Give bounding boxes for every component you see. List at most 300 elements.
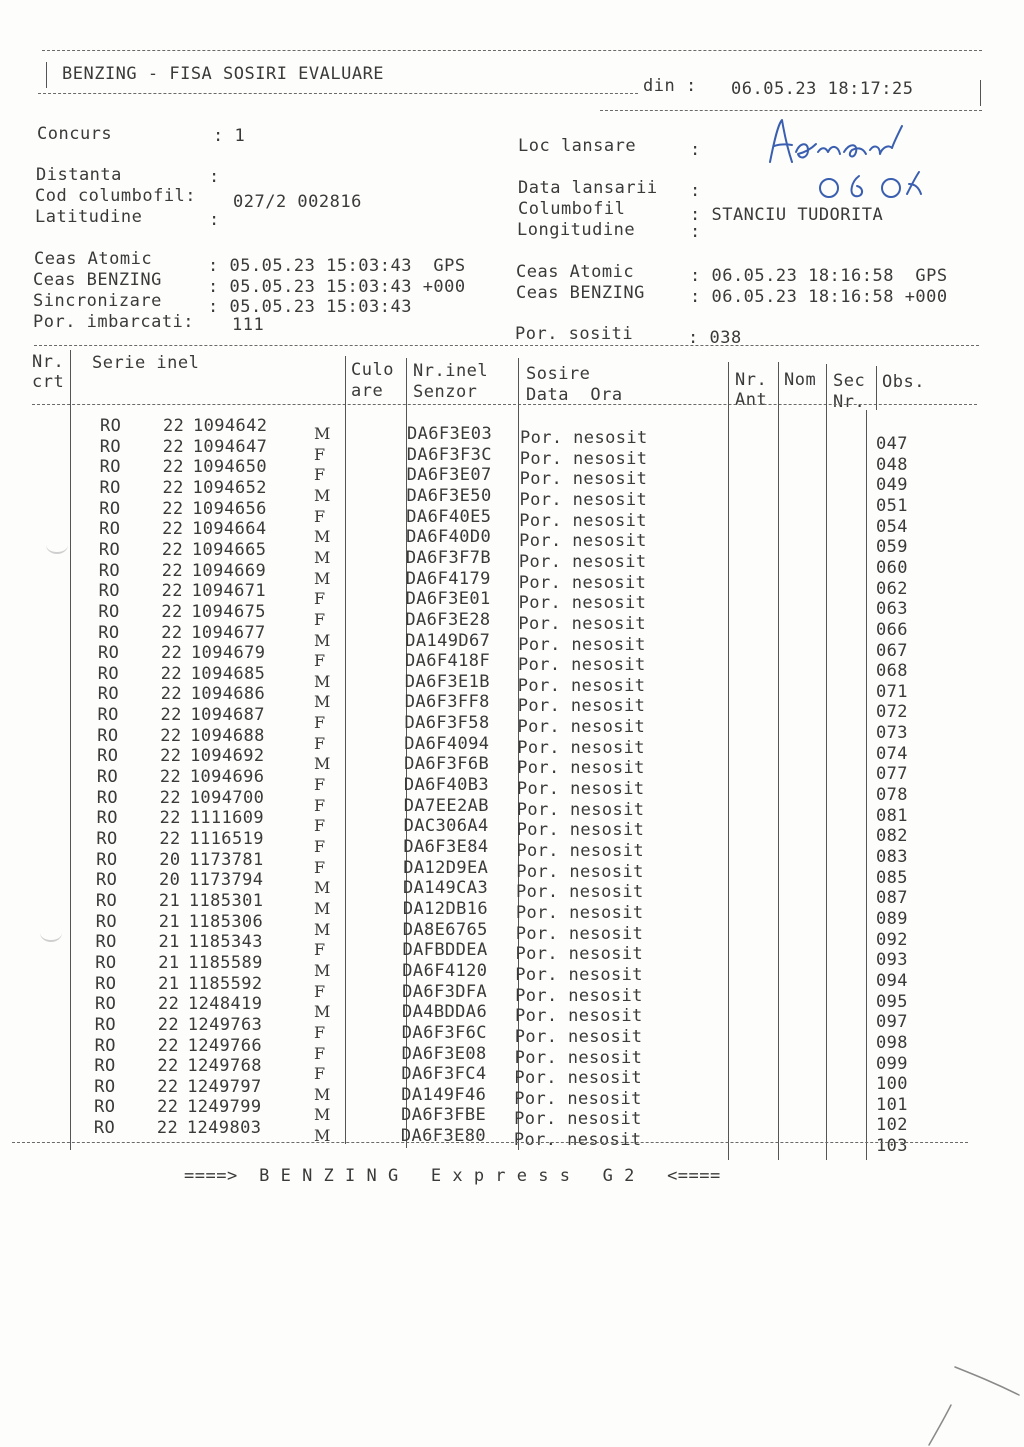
table-head-top-border bbox=[34, 345, 979, 346]
ring-year: 22 bbox=[161, 581, 183, 602]
ring-number: 1094669 bbox=[191, 560, 267, 581]
col-serie-inel: Serie inel bbox=[92, 353, 200, 373]
ring-year: 22 bbox=[160, 725, 182, 746]
ring-year: 22 bbox=[160, 705, 182, 726]
ring-year: 22 bbox=[162, 436, 185, 457]
ring-number: 1094687 bbox=[190, 705, 265, 726]
ring-year: 21 bbox=[158, 973, 180, 994]
observation: 092 bbox=[876, 929, 908, 950]
sensor-ring: DA149F46 bbox=[401, 1084, 487, 1105]
report-title: BENZING - FISA SOSIRI EVALUARE bbox=[62, 64, 385, 84]
ring-year: 22 bbox=[162, 498, 184, 519]
sex: M bbox=[314, 878, 331, 898]
ring-year: 22 bbox=[159, 808, 181, 829]
sex: M bbox=[314, 692, 331, 712]
sensor-ring: DA6F3E07 bbox=[406, 465, 492, 486]
punch-hole-top bbox=[46, 536, 68, 554]
ring-number: 1094650 bbox=[192, 457, 268, 478]
sex: F bbox=[314, 589, 326, 609]
punch-hole-bottom bbox=[40, 924, 62, 942]
ring-number: 1173781 bbox=[189, 849, 264, 870]
sensor-ring: DA6F3E01 bbox=[405, 589, 491, 610]
sensor-ring: DA4BDDA6 bbox=[402, 1002, 488, 1023]
distanta-label: Distanta bbox=[36, 165, 122, 185]
arrival-status: Por. nesosit bbox=[514, 1088, 642, 1109]
ring-year: 22 bbox=[157, 1097, 179, 1118]
ring-country: RO bbox=[94, 1076, 116, 1097]
loc-lansare-colon: : bbox=[690, 140, 701, 160]
ring-country: RO bbox=[99, 519, 121, 540]
sex: M bbox=[314, 898, 331, 918]
sensor-ring: DA6F3F7B bbox=[405, 547, 491, 568]
sex: M bbox=[314, 1105, 331, 1125]
longitudine-label: Longitudine bbox=[517, 220, 636, 240]
ring-country: RO bbox=[97, 746, 119, 767]
sex: F bbox=[314, 506, 326, 526]
sep-sec bbox=[876, 366, 877, 410]
arrival-status: Por. nesosit bbox=[519, 510, 647, 531]
arrival-status: Por. nesosit bbox=[516, 861, 644, 882]
left-atomic-label: Ceas Atomic bbox=[34, 249, 153, 269]
arrival-status: Por. nesosit bbox=[516, 779, 645, 800]
left-benzing-label: Ceas BENZING bbox=[33, 270, 162, 290]
observation: 099 bbox=[876, 1053, 908, 1074]
col-nr-crt-2: crt bbox=[32, 372, 65, 392]
right-benzing-value: : 06.05.23 18:16:58 +000 bbox=[690, 287, 948, 307]
arrival-status: Por. nesosit bbox=[515, 964, 643, 985]
sensor-ring: DA6F3E84 bbox=[403, 837, 489, 857]
sensor-ring: DA7EE2AB bbox=[403, 795, 489, 816]
ring-number: 1248419 bbox=[188, 994, 263, 1015]
cod-columbofil-label: Cod columbofil: bbox=[35, 186, 197, 206]
ring-year: 22 bbox=[157, 1056, 179, 1077]
ring-year: 22 bbox=[157, 1076, 179, 1097]
ring-year: 22 bbox=[159, 767, 182, 788]
ring-country: RO bbox=[98, 622, 120, 643]
observation: 081 bbox=[876, 805, 908, 826]
observation: 072 bbox=[876, 702, 908, 723]
col-obs: Obs. bbox=[882, 372, 925, 392]
sex: M bbox=[314, 960, 331, 980]
sensor-ring: DAC306A4 bbox=[403, 816, 489, 837]
sensor-ring: DA149CA3 bbox=[403, 878, 489, 899]
ring-country: RO bbox=[98, 581, 120, 602]
observation: 054 bbox=[876, 516, 908, 537]
ring-number: 1094652 bbox=[192, 477, 267, 498]
ring-year: 22 bbox=[161, 539, 184, 560]
ring-year: 22 bbox=[160, 746, 182, 767]
cod-columbofil-value: 027/2 002816 bbox=[233, 192, 362, 212]
ring-country: RO bbox=[97, 684, 119, 705]
col-sec-2: Nr. bbox=[833, 392, 866, 412]
ring-number: 1249766 bbox=[187, 1035, 263, 1056]
ring-year: 22 bbox=[161, 601, 183, 622]
arrival-status: Por. nesosit bbox=[517, 758, 645, 779]
ring-number: 1185306 bbox=[188, 911, 264, 932]
header-left-edge bbox=[46, 62, 47, 88]
sensor-ring: DA6F40E5 bbox=[406, 506, 492, 527]
imbarcati-label: Por. imbarcati: bbox=[33, 312, 195, 332]
sex: F bbox=[314, 713, 326, 733]
observation: 066 bbox=[876, 619, 908, 640]
sensor-ring: DA6F3DFA bbox=[402, 981, 488, 1002]
col-nr-ant-1: Nr. bbox=[735, 370, 768, 390]
ring-year: 22 bbox=[162, 519, 184, 540]
observation: 095 bbox=[876, 991, 908, 1012]
arrival-status: Por. nesosit bbox=[516, 820, 645, 841]
ring-country: RO bbox=[99, 477, 121, 498]
ring-number: 1094675 bbox=[191, 601, 266, 622]
sex: F bbox=[314, 775, 326, 795]
latitudine-label: Latitudine bbox=[35, 207, 143, 227]
arrival-status: Por. nesosit bbox=[517, 675, 646, 696]
sensor-ring: DA6F3E50 bbox=[406, 485, 492, 506]
sensor-ring: DA6F3FBE bbox=[401, 1105, 487, 1126]
arrival-status: Por. nesosit bbox=[518, 593, 647, 614]
arrival-status: Por. nesosit bbox=[520, 428, 648, 448]
ring-country: RO bbox=[94, 1035, 116, 1056]
left-atomic-value: : 05.05.23 15:03:43 GPS bbox=[208, 256, 466, 276]
distanta-colon: : bbox=[209, 167, 220, 187]
ring-number: 1249797 bbox=[187, 1076, 262, 1097]
arrival-status: Por. nesosit bbox=[519, 489, 648, 510]
ring-country: RO bbox=[95, 911, 117, 932]
right-atomic-value: : 06.05.23 18:16:58 GPS bbox=[690, 266, 948, 286]
ring-number: 1094679 bbox=[191, 643, 266, 664]
sex: F bbox=[314, 816, 326, 836]
observation: 100 bbox=[876, 1074, 908, 1095]
sex: M bbox=[314, 485, 331, 505]
sex: M bbox=[314, 1084, 331, 1104]
table-row bbox=[0, 1118, 1024, 1157]
header-right-edge bbox=[980, 80, 981, 106]
observation: 083 bbox=[876, 847, 908, 867]
ring-country: RO bbox=[99, 498, 121, 519]
sex: M bbox=[314, 1002, 331, 1022]
sex: M bbox=[314, 671, 331, 691]
ring-number: 1094656 bbox=[192, 498, 267, 519]
observation: 068 bbox=[876, 661, 908, 682]
sex: F bbox=[314, 837, 326, 856]
ring-number: 1094664 bbox=[192, 519, 267, 540]
ring-number: 1094647 bbox=[192, 436, 268, 457]
sex: F bbox=[314, 981, 326, 1001]
sex: F bbox=[314, 1022, 326, 1042]
ring-country: RO bbox=[95, 994, 117, 1015]
col-nr-crt-1: Nr. bbox=[32, 352, 65, 372]
sex: F bbox=[314, 1064, 326, 1084]
observation: 047 bbox=[876, 434, 908, 454]
sensor-ring: DA12DB16 bbox=[402, 898, 488, 919]
handwritten-location bbox=[760, 112, 910, 170]
observation: 060 bbox=[876, 557, 908, 578]
sensor-ring: DA6F3F6C bbox=[401, 1022, 487, 1043]
table-head-bottom-border bbox=[32, 404, 977, 405]
left-benzing-value: : 05.05.23 15:03:43 +000 bbox=[208, 277, 466, 297]
arrival-status: Por. nesosit bbox=[519, 469, 648, 490]
ring-year: 22 bbox=[159, 829, 181, 849]
sync-value: : 05.05.23 15:03:43 bbox=[208, 297, 412, 317]
sex: F bbox=[314, 940, 326, 960]
header-bottom-border bbox=[600, 110, 982, 111]
sex: F bbox=[314, 444, 326, 464]
ring-year: 22 bbox=[161, 622, 183, 643]
arrival-status: Por. nesosit bbox=[515, 1006, 643, 1027]
ring-year: 22 bbox=[157, 1014, 180, 1035]
observation: 087 bbox=[876, 888, 908, 909]
arrival-status: Por. nesosit bbox=[518, 572, 647, 593]
ring-country: RO bbox=[96, 829, 118, 849]
sensor-ring: DA6F40D0 bbox=[406, 527, 492, 548]
arrival-status: Por. nesosit bbox=[517, 737, 645, 758]
ring-year: 22 bbox=[159, 787, 182, 808]
ring-country: RO bbox=[98, 539, 121, 560]
ring-number: 1185301 bbox=[188, 890, 264, 911]
page-corner-fold bbox=[915, 1365, 1024, 1447]
sensor-ring: DA6F3F3C bbox=[406, 444, 492, 465]
col-culoare-2: are bbox=[351, 381, 384, 401]
ring-country: RO bbox=[96, 870, 118, 891]
ring-country: RO bbox=[98, 560, 120, 581]
sex: M bbox=[314, 527, 331, 547]
sex: M bbox=[314, 424, 331, 443]
concurs-value: : 1 bbox=[213, 126, 246, 146]
right-benzing-label: Ceas BENZING bbox=[516, 283, 645, 303]
observation: 082 bbox=[876, 826, 908, 847]
sex: M bbox=[314, 568, 331, 588]
sensor-ring: DA6F4120 bbox=[402, 960, 488, 981]
observation: 094 bbox=[876, 970, 908, 991]
sex: M bbox=[314, 630, 331, 650]
col-nom: Nom bbox=[784, 370, 817, 390]
sex: F bbox=[314, 857, 326, 877]
arrival-status: Por. nesosit bbox=[519, 448, 648, 469]
ring-year: 22 bbox=[162, 457, 184, 478]
observation: 059 bbox=[876, 537, 908, 558]
sensor-ring: DA149D67 bbox=[405, 630, 491, 651]
ring-number: 1094696 bbox=[189, 767, 265, 788]
ring-number: 1185589 bbox=[188, 952, 263, 973]
ring-year: 22 bbox=[163, 416, 185, 436]
loc-lansare-label: Loc lansare bbox=[518, 136, 637, 156]
observation: 089 bbox=[876, 908, 908, 929]
sensor-ring: DA6F40B3 bbox=[403, 775, 489, 796]
sensor-ring: DA6F3F58 bbox=[404, 713, 490, 734]
observation: 071 bbox=[876, 681, 908, 702]
concurs-label: Concurs bbox=[37, 124, 113, 144]
ring-number: 1094700 bbox=[189, 787, 265, 808]
ring-country: RO bbox=[96, 849, 118, 870]
arrival-status: Por. nesosit bbox=[515, 985, 643, 1006]
imbarcati-value: 111 bbox=[232, 315, 265, 335]
observation: 067 bbox=[876, 640, 908, 661]
ring-number: 1094671 bbox=[191, 581, 267, 602]
latitudine-colon: : bbox=[209, 210, 220, 230]
col-nr-ant-2: Ant bbox=[735, 390, 768, 410]
arrival-status: Por. nesosit bbox=[519, 531, 647, 552]
arrival-status: Por. nesosit bbox=[516, 882, 644, 903]
sensor-ring: DA6F4094 bbox=[404, 733, 490, 754]
ring-number: 1094688 bbox=[190, 725, 265, 746]
observation: 063 bbox=[876, 599, 908, 620]
ring-number: 1094686 bbox=[190, 684, 266, 705]
sex: M bbox=[314, 919, 331, 939]
observation: 077 bbox=[876, 764, 908, 785]
columbofil-label: Columbofil bbox=[518, 199, 626, 219]
data-lansarii-colon: : bbox=[690, 181, 701, 201]
data-lansarii-label: Data lansarii bbox=[518, 178, 658, 198]
sex: F bbox=[314, 651, 326, 671]
sensor-ring: DAFBDDEA bbox=[402, 940, 488, 961]
ring-year: 22 bbox=[157, 1035, 179, 1056]
ring-number: 1111609 bbox=[189, 808, 265, 829]
arrival-status: Por. nesosit bbox=[515, 902, 644, 923]
ring-country: RO bbox=[94, 1097, 116, 1118]
ring-number: 1173794 bbox=[189, 870, 264, 891]
ring-country: RO bbox=[95, 952, 117, 973]
sensor-ring: DA6F418F bbox=[405, 651, 491, 672]
observation: 101 bbox=[876, 1094, 908, 1115]
ring-year: 22 bbox=[156, 1118, 179, 1139]
observation: 097 bbox=[876, 1012, 908, 1033]
col-sosire-2: Data Ora bbox=[526, 385, 623, 405]
ring-number: 1094692 bbox=[190, 746, 265, 767]
sensor-ring: DA6F3F6B bbox=[404, 754, 490, 775]
observation: 048 bbox=[876, 454, 908, 475]
ring-number: 1249768 bbox=[187, 1056, 262, 1077]
ring-country: RO bbox=[99, 457, 121, 478]
ring-year: 22 bbox=[161, 643, 183, 664]
handwritten-release-date bbox=[815, 168, 925, 202]
observation: 085 bbox=[876, 867, 908, 888]
sensor-ring: DA6F4179 bbox=[405, 568, 491, 589]
ring-number: 1185592 bbox=[188, 973, 263, 994]
ring-year: 22 bbox=[162, 477, 184, 498]
ring-country: RO bbox=[93, 1118, 116, 1139]
sex: F bbox=[314, 733, 326, 753]
sex: F bbox=[314, 795, 326, 815]
ring-country: RO bbox=[98, 601, 120, 622]
arrival-status: Por. nesosit bbox=[517, 696, 646, 717]
arrival-status: Por. nesosit bbox=[518, 655, 646, 676]
sositi-label: Por. sositi bbox=[515, 324, 634, 344]
sensor-ring: DA6F3E80 bbox=[400, 1126, 486, 1147]
ring-country: RO bbox=[95, 973, 117, 994]
col-sec-1: Sec bbox=[833, 371, 866, 391]
arrival-status: Por. nesosit bbox=[515, 923, 644, 944]
arrival-status: Por. nesosit bbox=[514, 1109, 642, 1130]
ring-year: 22 bbox=[161, 560, 183, 581]
ring-year: 20 bbox=[159, 849, 181, 870]
sex: M bbox=[314, 754, 331, 774]
report-date-label: din : bbox=[643, 76, 697, 96]
ring-country: RO bbox=[94, 1056, 116, 1077]
ring-country: RO bbox=[96, 767, 119, 788]
ring-year: 22 bbox=[160, 684, 182, 705]
arrival-status: Por. nesosit bbox=[513, 1130, 642, 1151]
arrival-status: Por. nesosit bbox=[518, 613, 647, 634]
observation: 049 bbox=[876, 475, 908, 496]
ring-number: 1116519 bbox=[189, 829, 264, 849]
footer-banner: ====> B E N Z I N G E x p r e s s G 2 <==== bbox=[184, 1166, 721, 1186]
col-nr-inel-1: Nr.inel bbox=[413, 361, 489, 381]
sositi-value: : 038 bbox=[688, 328, 742, 348]
ring-country: RO bbox=[94, 1014, 117, 1035]
sensor-ring: DA6F3E03 bbox=[407, 424, 493, 444]
table-bottom-border bbox=[12, 1142, 968, 1143]
arrival-status: Por. nesosit bbox=[514, 1068, 643, 1089]
ring-number: 1249803 bbox=[186, 1118, 262, 1139]
ring-number: 1094685 bbox=[190, 663, 266, 684]
sensor-ring: DA6F3FF8 bbox=[404, 692, 490, 713]
ring-year: 21 bbox=[158, 952, 180, 973]
ring-number: 1094665 bbox=[191, 539, 267, 560]
ring-country: RO bbox=[100, 416, 122, 436]
ring-year: 21 bbox=[158, 890, 181, 911]
sex: F bbox=[314, 609, 326, 629]
sensor-ring: DA12D9EA bbox=[403, 857, 489, 878]
longitudine-colon: : bbox=[690, 222, 701, 242]
ring-year: 20 bbox=[159, 870, 181, 891]
arrival-status: Por. nesosit bbox=[514, 1026, 643, 1047]
ring-country: RO bbox=[97, 663, 120, 684]
arrival-status: Por. nesosit bbox=[516, 799, 645, 820]
sensor-ring: DA6F3E28 bbox=[405, 609, 491, 630]
report-date-value: 06.05.23 18:17:25 bbox=[731, 79, 914, 99]
sex: F bbox=[314, 1043, 326, 1063]
observation: 098 bbox=[876, 1032, 908, 1053]
ring-number: 1094642 bbox=[193, 416, 268, 436]
sensor-ring: DA6F3E1B bbox=[404, 671, 490, 692]
header-top-border bbox=[42, 50, 982, 51]
col-nr-inel-2: Senzor bbox=[413, 382, 478, 402]
ring-country: RO bbox=[99, 436, 122, 457]
ring-year: 22 bbox=[160, 663, 183, 684]
observation: 103 bbox=[876, 1136, 908, 1157]
sensor-ring: DA6F3FC4 bbox=[401, 1064, 487, 1085]
ring-number: 1249763 bbox=[187, 1014, 263, 1035]
observation: 062 bbox=[876, 578, 908, 599]
arrival-status: Por. nesosit bbox=[518, 551, 647, 572]
observation: 078 bbox=[876, 785, 908, 806]
observation: 074 bbox=[876, 743, 908, 764]
header-mid-border bbox=[38, 93, 638, 94]
observation: 093 bbox=[876, 950, 908, 971]
arrival-status: Por. nesosit bbox=[514, 1047, 643, 1068]
ring-year: 21 bbox=[158, 932, 180, 953]
ring-country: RO bbox=[95, 932, 117, 953]
ring-number: 1185343 bbox=[188, 932, 263, 953]
arrival-status: Por. nesosit bbox=[517, 717, 646, 738]
ring-country: RO bbox=[97, 705, 119, 726]
columbofil-value: : STANCIU TUDORITA bbox=[690, 205, 884, 225]
ring-country: RO bbox=[96, 787, 119, 808]
ring-country: RO bbox=[96, 808, 118, 829]
arrival-status: Por. nesosit bbox=[518, 634, 646, 655]
sync-label: Sincronizare bbox=[33, 291, 162, 311]
sensor-ring: DA6F3E08 bbox=[401, 1043, 487, 1064]
right-atomic-label: Ceas Atomic bbox=[516, 262, 635, 282]
observation: 051 bbox=[876, 495, 908, 516]
ring-year: 21 bbox=[158, 911, 180, 932]
ring-year: 22 bbox=[158, 994, 180, 1015]
observation: 102 bbox=[876, 1115, 908, 1136]
arrival-status: Por. nesosit bbox=[516, 841, 645, 861]
sensor-ring: DA8E6765 bbox=[402, 919, 488, 940]
observation: 073 bbox=[876, 723, 908, 744]
ring-country: RO bbox=[95, 890, 118, 911]
ring-country: RO bbox=[97, 725, 119, 746]
